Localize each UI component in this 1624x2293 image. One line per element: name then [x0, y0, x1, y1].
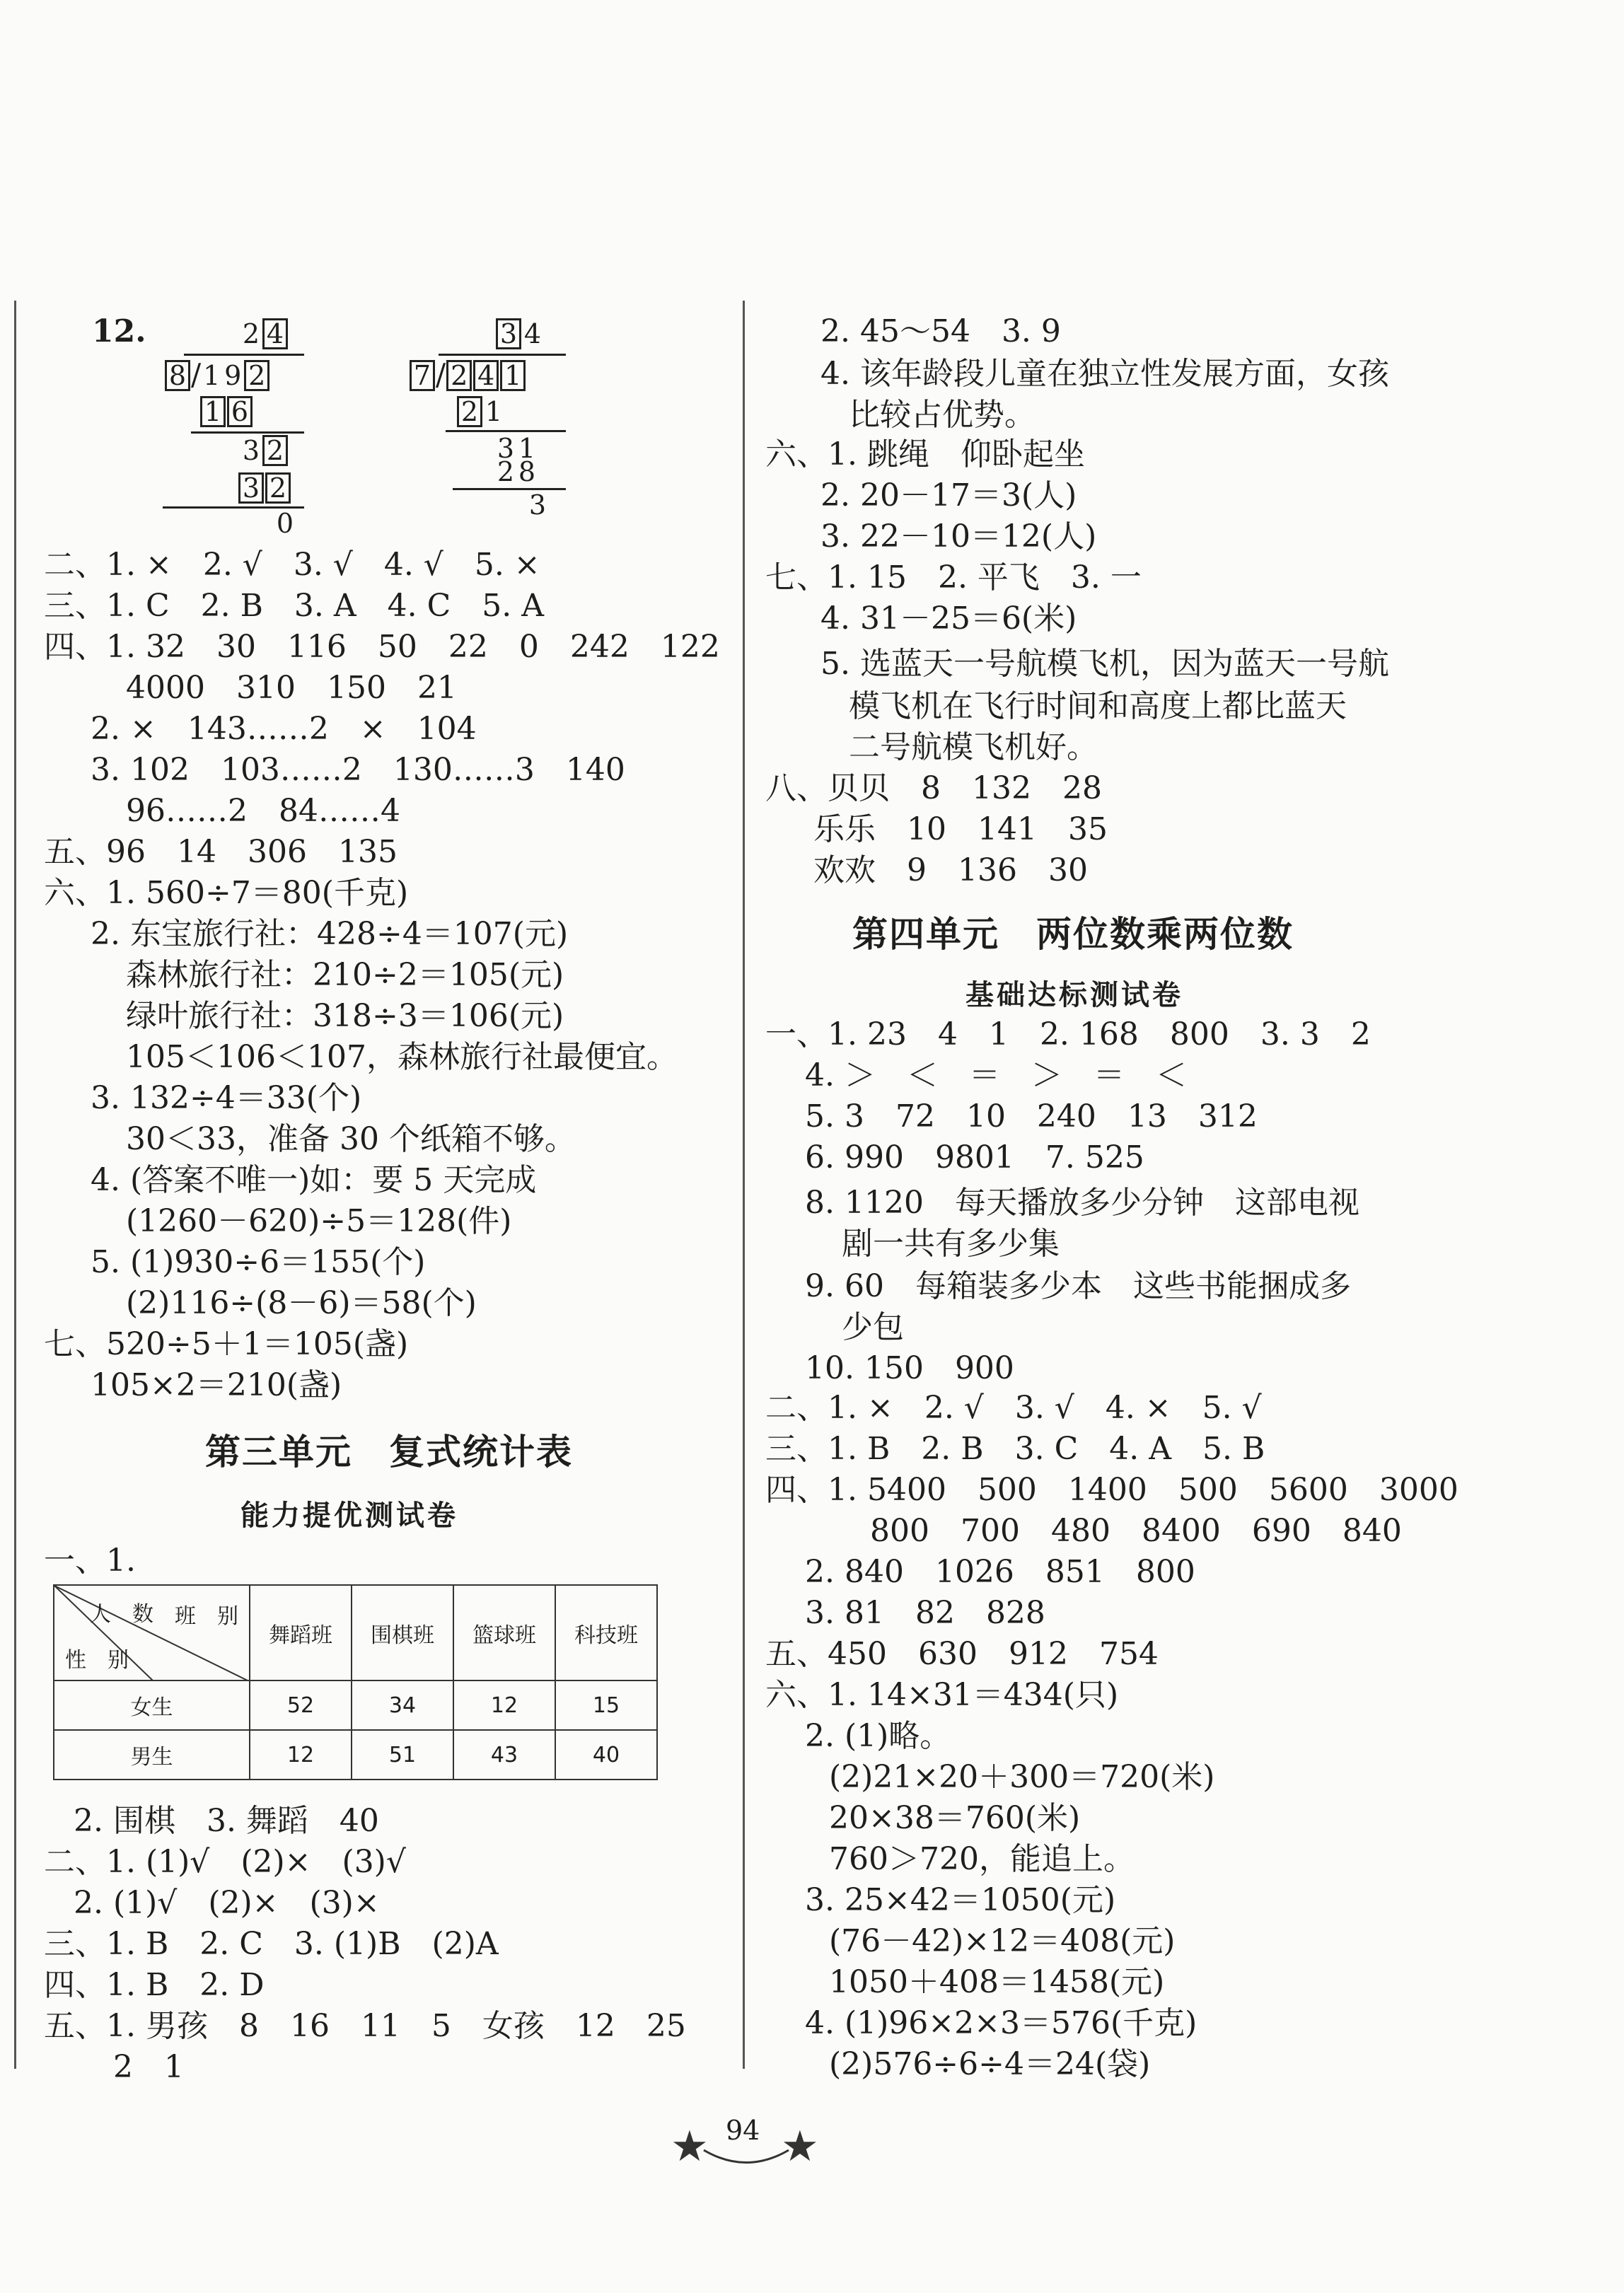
- answer-line: 一、1. 23 4 1 2. 168 800 3. 3 2: [765, 1016, 1371, 1052]
- answer-line: 5. (1)930÷6＝155(个): [91, 1244, 426, 1280]
- unit3-subtitle: 能力提优测试卷: [240, 1499, 458, 1532]
- page-number: 94: [726, 2115, 760, 2146]
- answer-line: 800 700 480 8400 690 840: [870, 1513, 1402, 1549]
- answer-line: 二、1. × 2. √ 3. √ 4. √ 5. ×: [44, 547, 540, 583]
- answer-line: 少包: [842, 1309, 904, 1345]
- answer-line: 七、520÷5＋1＝105(盏): [44, 1326, 409, 1362]
- div1-quotient-digit: 2: [242, 318, 260, 349]
- left-column-rule: [14, 301, 16, 2069]
- answer-line: 6. 990 9801 7. 525: [805, 1139, 1144, 1175]
- answer-line: 4000 310 150 21: [126, 670, 457, 706]
- answer-line: (1260－620)÷5＝128(件): [126, 1203, 512, 1239]
- answer-line: 4. (答案不唯一)如：要 5 天完成: [91, 1162, 537, 1198]
- answer-line: 96……2 84……4: [126, 793, 400, 829]
- answer-line: 4. (1)96×2×3＝576(千克): [805, 2005, 1197, 2041]
- answer-line: 3. 81 82 828: [805, 1595, 1045, 1631]
- answer-line: 5. 3 72 10 240 13 312: [805, 1098, 1258, 1134]
- answer-line: 4. 31－25＝6(米): [820, 600, 1077, 637]
- answer-line: 二、1. (1)√ (2)× (3)√: [44, 1844, 406, 1880]
- answer-line: 2. 45～54 3. 9: [820, 313, 1061, 349]
- answer-line: 105＜106＜107，森林旅行社最便宜。: [126, 1039, 678, 1075]
- answer-line: 三、1. B 2. C 3. (1)B (2)A: [44, 1926, 499, 1962]
- answer-line: 六、1. 14×31＝434(只): [765, 1677, 1119, 1713]
- answer-line: 森林旅行社：210÷2＝105(元): [126, 957, 564, 993]
- answer-line: (2)576÷6÷4＝24(袋): [829, 2046, 1151, 2082]
- answer-line: 剧一共有多少集: [842, 1226, 1060, 1262]
- answer-line: (2)21×20＋300＝720(米): [829, 1759, 1215, 1795]
- answer-line: 2 1: [113, 2049, 184, 2085]
- answer-line: 2. (1)√ (2)× (3)×: [74, 1885, 380, 1921]
- answer-line: 3. 102 103……2 130……3 140: [91, 752, 625, 788]
- answer-line: 六、1. 跳绳 仰卧起坐: [765, 436, 1085, 472]
- table-header: 篮球班: [453, 1585, 555, 1680]
- table-header: 科技班: [555, 1585, 657, 1680]
- center-column-rule: [743, 301, 745, 2069]
- answer-line: 五、1. 男孩 8 16 11 5 女孩 12 25: [44, 2008, 686, 2044]
- table-header: 舞蹈班: [250, 1585, 352, 1680]
- answer-line: 4. ＞ ＜ ＝ ＞ ＝ ＜: [805, 1057, 1187, 1093]
- answer-line: 六、1. 560÷7＝80(千克): [44, 875, 409, 911]
- div1-quotient-box: 4: [262, 318, 288, 349]
- star-icon: ★: [781, 2122, 819, 2171]
- answer-line: 二号航模飞机好。: [849, 729, 1098, 765]
- answer-line: 四、1. B 2. D: [44, 1967, 265, 2003]
- q1-label: 一、1.: [44, 1543, 136, 1579]
- statistics-table: [53, 1584, 658, 1780]
- answer-line: 4. 该年龄段儿童在独立性发展方面，女孩: [820, 356, 1389, 392]
- answer-line: 2. 20－17＝3(人): [820, 477, 1077, 513]
- answer-line: 2. (1)略。: [805, 1718, 951, 1754]
- answer-line: 八、贝贝 8 132 28: [765, 770, 1102, 806]
- answer-line: 比较占优势。: [849, 397, 1036, 433]
- answer-line: 760＞720，能追上。: [829, 1841, 1135, 1877]
- answer-line: 2. 围棋 3. 舞蹈 40: [74, 1803, 379, 1839]
- answer-line: 乐乐 10 141 35: [813, 811, 1108, 847]
- answer-line: 9. 60 每箱装多少本 这些书能捆成多: [805, 1268, 1351, 1304]
- answer-line: 2. 东宝旅行社：428÷4＝107(元): [91, 916, 569, 952]
- answer-line: 3. 132÷4＝33(个): [91, 1080, 362, 1116]
- unit4-title: 第四单元 两位数乘两位数: [852, 914, 1294, 955]
- answer-line: 3. 25×42＝1050(元): [805, 1882, 1116, 1918]
- answer-line: 二、1. × 2. √ 3. √ 4. × 5. √: [765, 1390, 1262, 1426]
- star-icon: ★: [671, 2122, 709, 2171]
- answer-line: (76－42)×12＝408(元): [829, 1923, 1176, 1959]
- answer-line: 五、96 14 306 135: [44, 834, 398, 870]
- answer-line: 1050＋408＝1458(元): [829, 1964, 1165, 2000]
- table-corner-cell: 班 别 人 数 性 别: [54, 1585, 250, 1680]
- footer-swoosh: [700, 2143, 792, 2171]
- table-header: 围棋班: [352, 1585, 453, 1680]
- answer-line: 五、450 630 912 754: [765, 1636, 1159, 1672]
- unit4-subtitle: 基础达标测试卷: [965, 979, 1183, 1011]
- answer-line: 三、1. B 2. B 3. C 4. A 5. B: [765, 1431, 1265, 1467]
- answer-line: 七、1. 15 2. 平飞 3. 一: [765, 559, 1142, 596]
- q12-label: 12.: [92, 313, 146, 349]
- answer-line: 四、1. 5400 500 1400 500 5600 3000: [765, 1472, 1458, 1508]
- answer-line: 5. 选蓝天一号航模飞机，因为蓝天一号航: [820, 646, 1389, 682]
- answer-line: 四、1. 32 30 116 50 22 0 242 122: [44, 629, 720, 665]
- table-row: 女生 52 34 12 15: [54, 1680, 657, 1730]
- answer-line: 20×38＝760(米): [829, 1800, 1081, 1836]
- table-row: 男生 12 51 43 40: [54, 1730, 657, 1780]
- answer-line: 2. 840 1026 851 800: [805, 1554, 1195, 1590]
- unit3-title: 第三单元 复式统计表: [205, 1432, 573, 1473]
- answer-line: 模飞机在飞行时间和高度上都比蓝天: [849, 688, 1347, 724]
- div1-divisor-box: 8: [165, 360, 190, 391]
- answer-line: (2)116÷(8－6)＝58(个): [126, 1285, 477, 1321]
- answer-line: 绿叶旅行社：318÷3＝106(元): [126, 998, 564, 1034]
- answer-line: 105×2＝210(盏): [91, 1367, 342, 1403]
- answer-line: 三、1. C 2. B 3. A 4. C 5. A: [44, 588, 545, 624]
- answer-line: 2. × 143……2 × 104: [91, 711, 477, 747]
- answer-line: 10. 150 900: [805, 1350, 1014, 1386]
- answer-line: 8. 1120 每天播放多少分钟 这部电视: [805, 1185, 1359, 1221]
- answer-line: 30＜33，准备 30 个纸箱不够。: [126, 1121, 576, 1157]
- answer-line: 欢欢 9 136 30: [813, 852, 1088, 888]
- answer-line: 3. 22－10＝12(人): [820, 518, 1097, 555]
